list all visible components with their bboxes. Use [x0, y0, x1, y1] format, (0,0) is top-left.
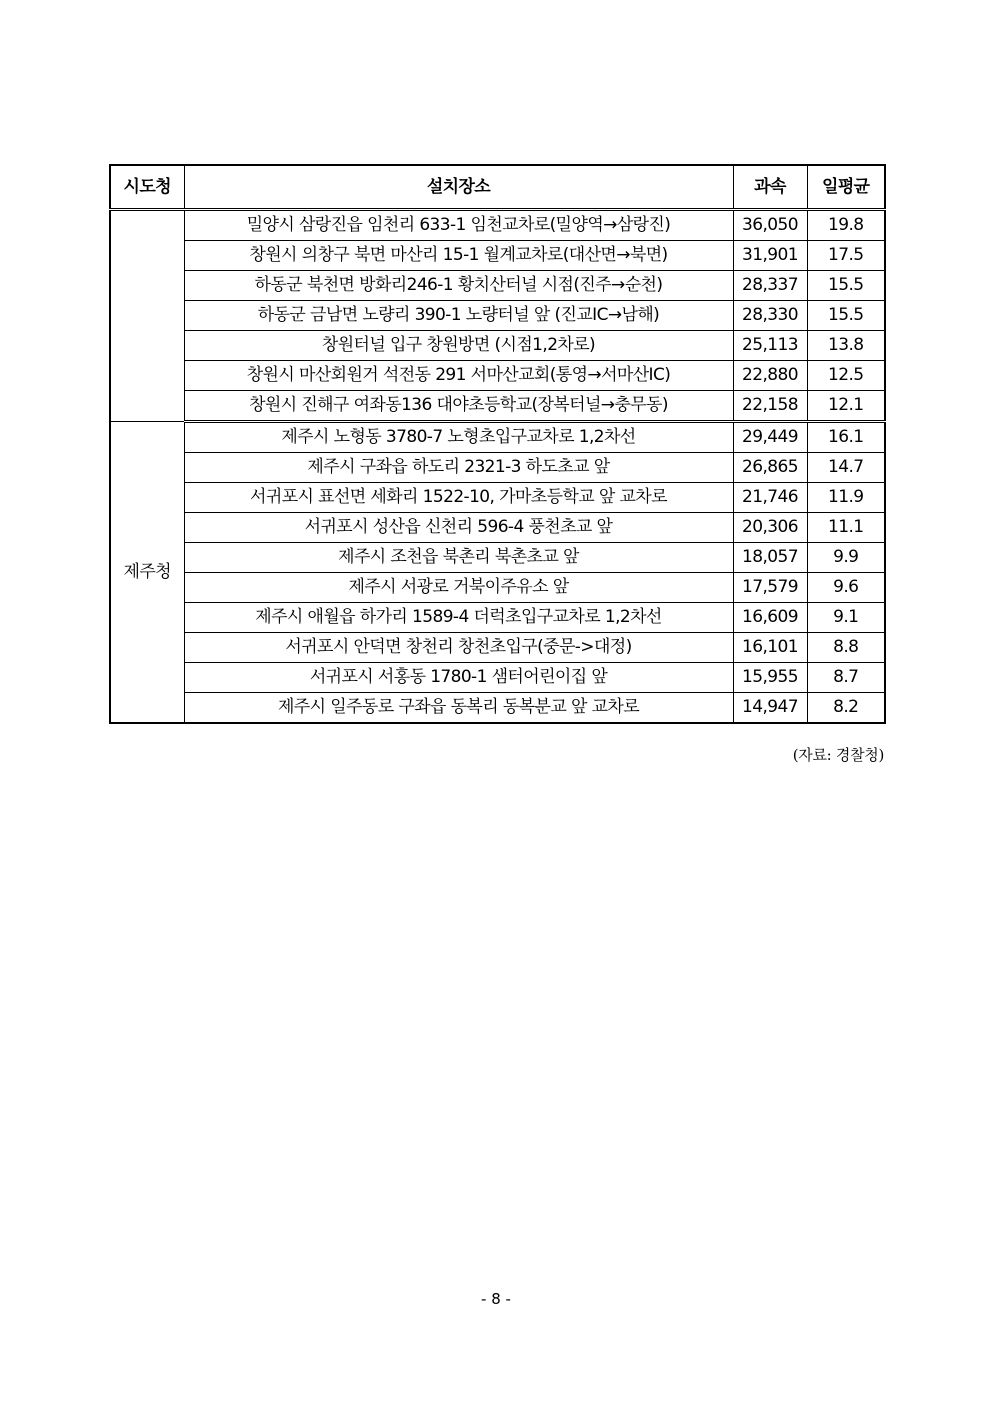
table-row — [110, 513, 885, 543]
daily-average-cell: 16.1 — [807, 422, 885, 453]
table-row — [110, 633, 885, 663]
header-region: 시도청 — [110, 165, 184, 210]
table-row — [110, 663, 885, 693]
location-cell: 밀양시 삼랑진읍 임천리 633-1 임천교차로(밀양역→삼랑진) — [184, 210, 733, 241]
location-cell: 제주시 구좌읍 하도리 2321-3 하도초교 앞 — [184, 453, 733, 483]
speeding-count-cell: 31,901 — [733, 241, 807, 271]
table-row — [110, 543, 885, 573]
location-cell: 제주시 노형동 3780-7 노형초입구교차로 1,2차선 — [184, 422, 733, 453]
table-row — [110, 693, 885, 724]
table-row — [110, 483, 885, 513]
location-cell: 제주시 일주동로 구좌읍 동복리 동복분교 앞 교차로 — [184, 693, 733, 724]
header-speeding: 과속 — [733, 165, 807, 210]
daily-average-cell: 15.5 — [807, 301, 885, 331]
table-row — [110, 453, 885, 483]
speeding-count-cell: 15,955 — [733, 663, 807, 693]
daily-average-cell: 13.8 — [807, 331, 885, 361]
location-cell: 서귀포시 표선면 세화리 1522-10, 가마초등학교 앞 교차로 — [184, 483, 733, 513]
daily-average-cell: 9.9 — [807, 543, 885, 573]
daily-average-cell: 14.7 — [807, 453, 885, 483]
location-cell: 서귀포시 서홍동 1780-1 샘터어린이집 앞 — [184, 663, 733, 693]
speeding-count-cell: 28,330 — [733, 301, 807, 331]
speeding-count-cell: 21,746 — [733, 483, 807, 513]
location-cell: 창원시 마산회원거 석전동 291 서마산교회(통영→서마산IC) — [184, 361, 733, 391]
speed-camera-table — [109, 164, 886, 724]
daily-average-cell: 8.2 — [807, 693, 885, 724]
table-row — [110, 241, 885, 271]
header-location: 설치장소 — [184, 165, 733, 210]
location-cell: 창원시 진해구 여좌동136 대야초등학교(장복터널→충무동) — [184, 391, 733, 422]
daily-average-cell: 17.5 — [807, 241, 885, 271]
table-row — [110, 331, 885, 361]
speeding-count-cell: 20,306 — [733, 513, 807, 543]
location-cell: 창원시 의창구 북면 마산리 15-1 월계교차로(대산면→북면) — [184, 241, 733, 271]
source-note: (자료: 경찰청) — [792, 746, 884, 764]
daily-average-cell: 11.9 — [807, 483, 885, 513]
daily-average-cell: 9.6 — [807, 573, 885, 603]
table-header-row — [110, 165, 885, 210]
daily-average-cell: 11.1 — [807, 513, 885, 543]
table-row — [110, 391, 885, 422]
table-row — [110, 301, 885, 331]
page-number: - 8 - — [481, 1290, 511, 1308]
table-row — [110, 422, 885, 453]
speeding-count-cell: 28,337 — [733, 271, 807, 301]
table-row — [110, 361, 885, 391]
header-daily-average: 일평균 — [807, 165, 885, 210]
location-cell: 서귀포시 성산읍 신천리 596-4 풍천초교 앞 — [184, 513, 733, 543]
location-cell: 하동군 금남면 노량리 390-1 노량터널 앞 (진교IC→남해) — [184, 301, 733, 331]
daily-average-cell: 12.5 — [807, 361, 885, 391]
speeding-count-cell: 18,057 — [733, 543, 807, 573]
daily-average-cell: 15.5 — [807, 271, 885, 301]
speeding-count-cell: 26,865 — [733, 453, 807, 483]
daily-average-cell: 19.8 — [807, 210, 885, 241]
table-group — [110, 422, 885, 724]
daily-average-cell: 12.1 — [807, 391, 885, 422]
speeding-count-cell: 22,880 — [733, 361, 807, 391]
daily-average-cell: 8.7 — [807, 663, 885, 693]
speeding-count-cell: 16,609 — [733, 603, 807, 633]
location-cell: 제주시 서광로 거북이주유소 앞 — [184, 573, 733, 603]
location-cell: 창원터널 입구 창원방면 (시점1,2차로) — [184, 331, 733, 361]
table-row — [110, 271, 885, 301]
speeding-count-cell: 25,113 — [733, 331, 807, 361]
speeding-count-cell: 14,947 — [733, 693, 807, 724]
table-row — [110, 573, 885, 603]
table-row — [110, 210, 885, 241]
location-cell: 제주시 조천읍 북촌리 북촌초교 앞 — [184, 543, 733, 573]
speeding-count-cell: 29,449 — [733, 422, 807, 453]
speeding-count-cell: 36,050 — [733, 210, 807, 241]
speeding-count-cell: 17,579 — [733, 573, 807, 603]
location-cell: 하동군 북천면 방화리246-1 황치산터널 시점(진주→순천) — [184, 271, 733, 301]
table-group — [110, 210, 885, 422]
location-cell: 서귀포시 안덕면 창천리 창천초입구(중문->대정) — [184, 633, 733, 663]
speeding-count-cell: 16,101 — [733, 633, 807, 663]
region-cell — [110, 210, 184, 422]
location-cell: 제주시 애월읍 하가리 1589-4 더럭초입구교차로 1,2차선 — [184, 603, 733, 633]
region-cell: 제주청 — [110, 422, 184, 724]
daily-average-cell: 9.1 — [807, 603, 885, 633]
speeding-count-cell: 22,158 — [733, 391, 807, 422]
daily-average-cell: 8.8 — [807, 633, 885, 663]
table-row — [110, 603, 885, 633]
